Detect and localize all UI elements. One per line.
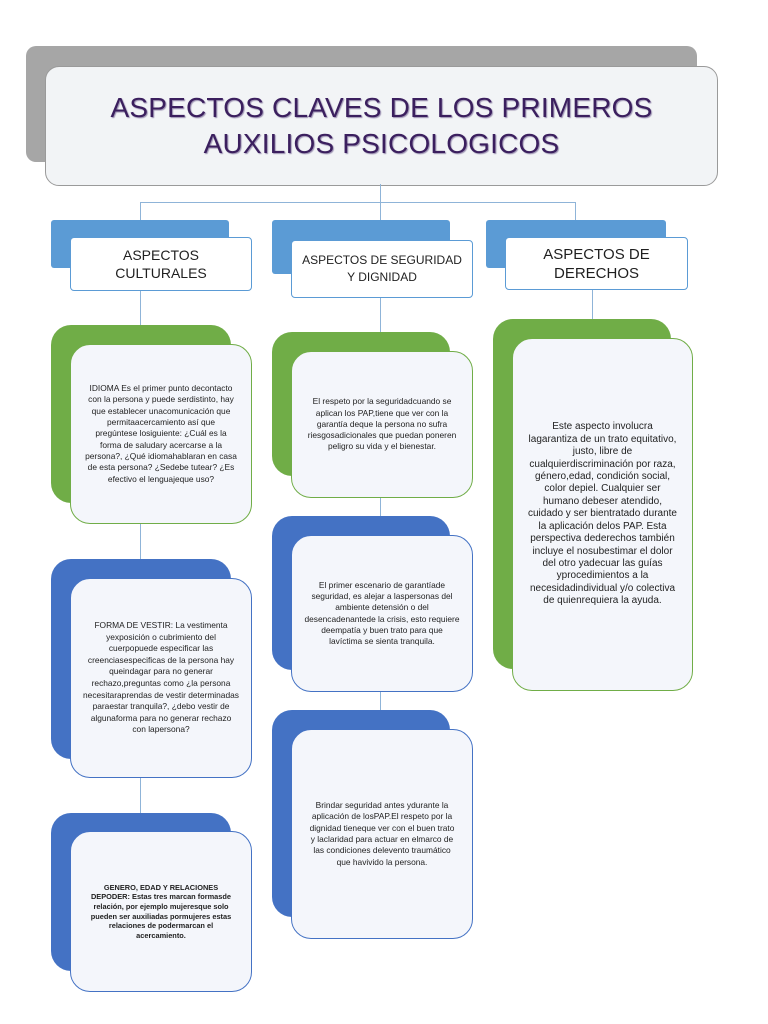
connector xyxy=(140,776,141,814)
connector xyxy=(140,524,141,560)
title-box xyxy=(45,66,718,186)
card-brindar-seguridad xyxy=(291,729,473,939)
connector xyxy=(592,289,593,319)
card-text: Este aspecto involucra lagarantiza de un trato equitativo, justo, libre de cualquierdiscriminación por raza, género,edad, condición social, color depiel. Cualquier ser humano debeser atendido, cuidado y ser bientratado durante la aplicación delos PAP. Esta perspectiva dederechos también incluye el nosubestimar el dolor del otro yadecuar las guías yprocedimientos a la necesidadindividual y/o colectiva de quienrequiera la ayuda. xyxy=(528,421,677,607)
card-text: IDIOMA Es el primer punto decontacto con la persona y puede serdistinto, hay que establecer unacomunicación que permitaacercamiento así que pregúntese losiguiente: ¿Cuál es la forma de saludary acercarse a la persona?, ¿Qué idiomahablaran en casa de esta persona? ¿Sedebe tutear? ¿Es efectivo el lenguajeque uso? xyxy=(85,383,237,484)
card-respeto-seguridad xyxy=(291,351,473,498)
header-label: ASPECTOS CULTURALES xyxy=(115,247,207,281)
card-text: GENERO, EDAD Y RELACIONES DEPODER: Estas tres marcan formasde relación, por ejemplo mujeresque solo pueden ser auxiliadas pormujeres estas relaciones de podermarcan el acercamiento. xyxy=(90,882,232,940)
card-idioma xyxy=(70,344,252,524)
card-text: Brindar seguridad antes ydurante la aplicación de losPAP.El respeto por la dignidad tieneque ver con el buen trato y laclaridad para actuar en elmarco de las condiciones delevento traumático que havivido la persona. xyxy=(309,800,455,867)
connector xyxy=(140,202,141,220)
header-label: ASPECTOS DE DERECHOS xyxy=(543,245,650,282)
card-text: El primer escenario de garantíade seguridad, es alejar a laspersonas del ambiente detensión o del desencadenantede la crisis, esto requiere deempatía y buen trato para que lavíctima se sienta tranquila. xyxy=(304,579,460,647)
header-label: ASPECTOS DE SEGURIDAD Y DIGNIDAD xyxy=(302,253,462,284)
connector xyxy=(380,296,381,332)
card-derechos xyxy=(512,338,693,691)
connector xyxy=(140,290,141,326)
connector xyxy=(575,202,576,220)
header-aspectos-derechos xyxy=(505,237,688,290)
header-aspectos-culturales xyxy=(70,237,252,291)
page-title: ASPECTOS CLAVES DE LOS PRIMEROS AUXILIOS PSICOLOGICOS xyxy=(110,92,653,159)
connector xyxy=(380,496,381,516)
connector xyxy=(380,202,381,220)
card-forma-de-vestir xyxy=(70,578,252,778)
header-aspectos-seguridad xyxy=(291,240,473,298)
connector xyxy=(380,184,381,202)
card-text: FORMA DE VESTIR: La vestimenta yexposición o cubrimiento del cuerpopuede especificar las creenciasespecificas de la persona hay queindagar para no generar rechazo,preguntas como ¿la persona necesitaraprendas de vestir determinadas paraestar tranquila?, ¿debo vestir de algunaforma para no generar rechazo con lapersona? xyxy=(83,620,239,735)
connector xyxy=(140,202,575,203)
card-text: El respeto por la seguridadcuando se aplican los PAP,tiene que ver con la garantía deque la persona no sufra riesgosadicionales que puedan poneren peligro su vida y el bienestar. xyxy=(307,396,457,452)
connector xyxy=(380,690,381,710)
card-primer-escenario xyxy=(291,535,473,692)
card-genero-edad xyxy=(70,831,252,992)
